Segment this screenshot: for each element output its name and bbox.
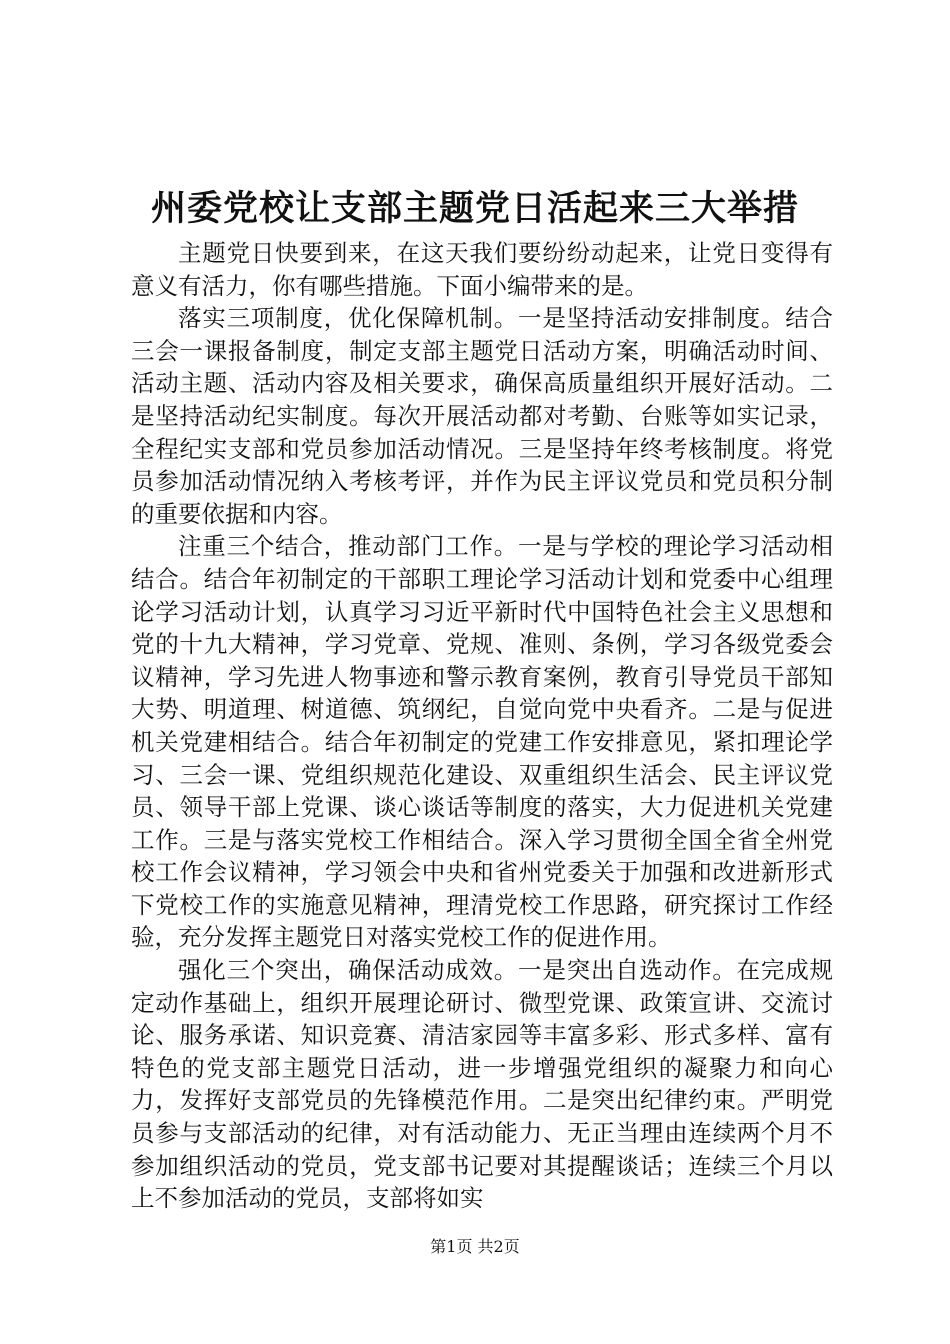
- paragraph-three-systems: 落实三项制度，优化保障机制。一是坚持活动安排制度。结合三会一课报备制度，制定支部主题党日活动方案，明确活动时间、活动主题、活动内容及相关要求，确保高质量组织开展好活动。二是坚持活动纪实制度。每次开展活动都对考勤、台账等如实记录，全程纪实支部和党员参加活动情况。三是坚持年终考核制度。将党员参加活动情况纳入考核考评，并作为民主评议党员和党员积分制的重要依据和内容。: [131, 304, 833, 528]
- paragraph-intro: 主题党日快要到来，在这天我们要纷纷动起来，让党日变得有意义有活力，你有哪些措施。下面小编带来的是。: [131, 239, 833, 300]
- paragraph-three-highlights: 强化三个突出，确保活动成效。一是突出自选动作。在完成规定动作基础上，组织开展理论研讨、微型党课、政策宣讲、交流讨论、服务承诺、知识竞赛、清洁家园等丰富多彩、形式多样、富有特色的党支部主题党日活动，进一步增强党组织的凝聚力和向心力，发挥好支部党员的先锋模范作用。二是突出纪律约束。严明党员参与支部活动的纪律，对有活动能力、无正当理由连续两个月不参加组织活动的党员，党支部书记要对其提醒谈话；连续三个月以上不参加活动的党员，支部将如实: [131, 956, 833, 1213]
- document-body: [131, 237, 833, 1215]
- page-title: 州委党校让支部主题党日活起来三大举措: [150, 188, 799, 229]
- page-number-footer: 第1页 共2页: [430, 1237, 520, 1256]
- paragraph-three-combinations: 注重三个结合，推动部门工作。一是与学校的理论学习活动相结合。结合年初制定的干部职工理论学习活动计划和党委中心组理论学习活动计划，认真学习习近平新时代中国特色社会主义思想和党的十九大精神，学习党章、党规、准则、条例，学习各级党委会议精神，学习先进人物事迹和警示教育案例，教育引导党员干部知大势、明道理、树道德、筑纲纪，自觉向党中央看齐。二是与促进机关党建相结合。结合年初制定的党建工作安排意见，紧扣理论学习、三会一课、党组织规范化建设、双重组织生活会、民主评议党员、领导干部上党课、谈心谈话等制度的落实，大力促进机关党建工作。三是与落实党校工作相结合。深入学习贯彻全国全省全州党校工作会议精神，学习领会中央和省州党委关于加强和改进新形式下党校工作的实施意见精神，理清党校工作思路，研究探讨工作经验，充分发挥主题党日对落实党校工作的促进作用。: [131, 532, 833, 952]
